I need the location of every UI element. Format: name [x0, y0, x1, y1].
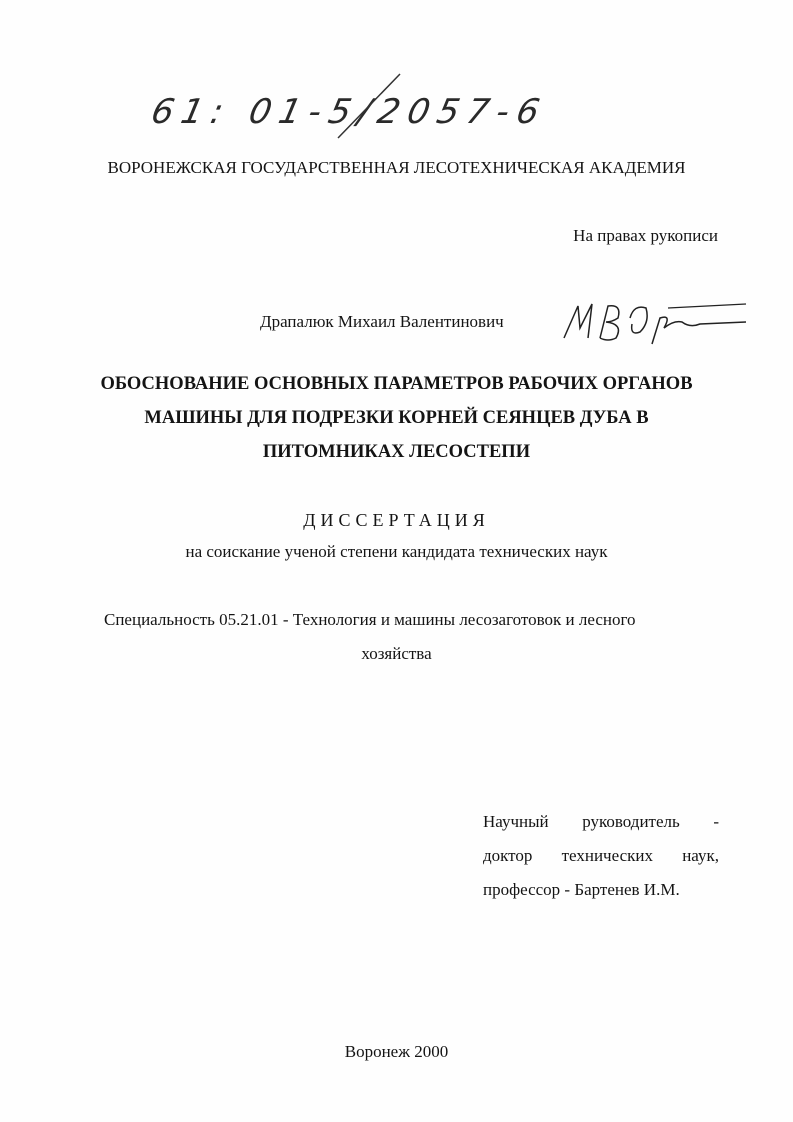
city-year: Воронеж 2000: [344, 1042, 449, 1061]
specialty-line-1: Специальность 05.21.01 - Технология и машины лесозаготовок и лесного: [104, 610, 636, 629]
supervisor-line-2: доктор технических наук,: [483, 846, 719, 865]
title-line-3: ПИТОМНИКАХ ЛЕСОСТЕПИ: [262, 442, 531, 462]
author-signature: [560, 298, 750, 348]
title-line-2: МАШИНЫ ДЛЯ ПОДРЕЗКИ КОРНЕЙ СЕЯНЦЕВ ДУБА В: [144, 408, 649, 428]
document-type: ДИССЕРТАЦИЯ: [303, 510, 490, 530]
handwritten-slash: [330, 72, 410, 142]
institution-name: ВОРОНЕЖСКАЯ ГОСУДАРСТВЕННАЯ ЛЕСОТЕХНИЧЕСКАЯ АКАДЕМИЯ: [107, 158, 686, 177]
supervisor-line-3: профессор - Бартенев И.М.: [483, 880, 680, 899]
title-line-1: ОБОСНОВАНИЕ ОСНОВНЫХ ПАРАМЕТРОВ РАБОЧИХ ОРГАНОВ: [100, 374, 693, 394]
handwritten-archive-number: 61: 01-5/2057-6: [147, 92, 551, 132]
specialty-line-2: хозяйства: [361, 644, 432, 663]
degree-line: на соискание ученой степени кандидата технических наук: [185, 542, 608, 561]
manuscript-rights: На правах рукописи: [573, 226, 718, 245]
author-name: Драпалюк Михаил Валентинович: [260, 312, 504, 331]
supervisor-line-1: Научный руководитель -: [483, 812, 719, 831]
